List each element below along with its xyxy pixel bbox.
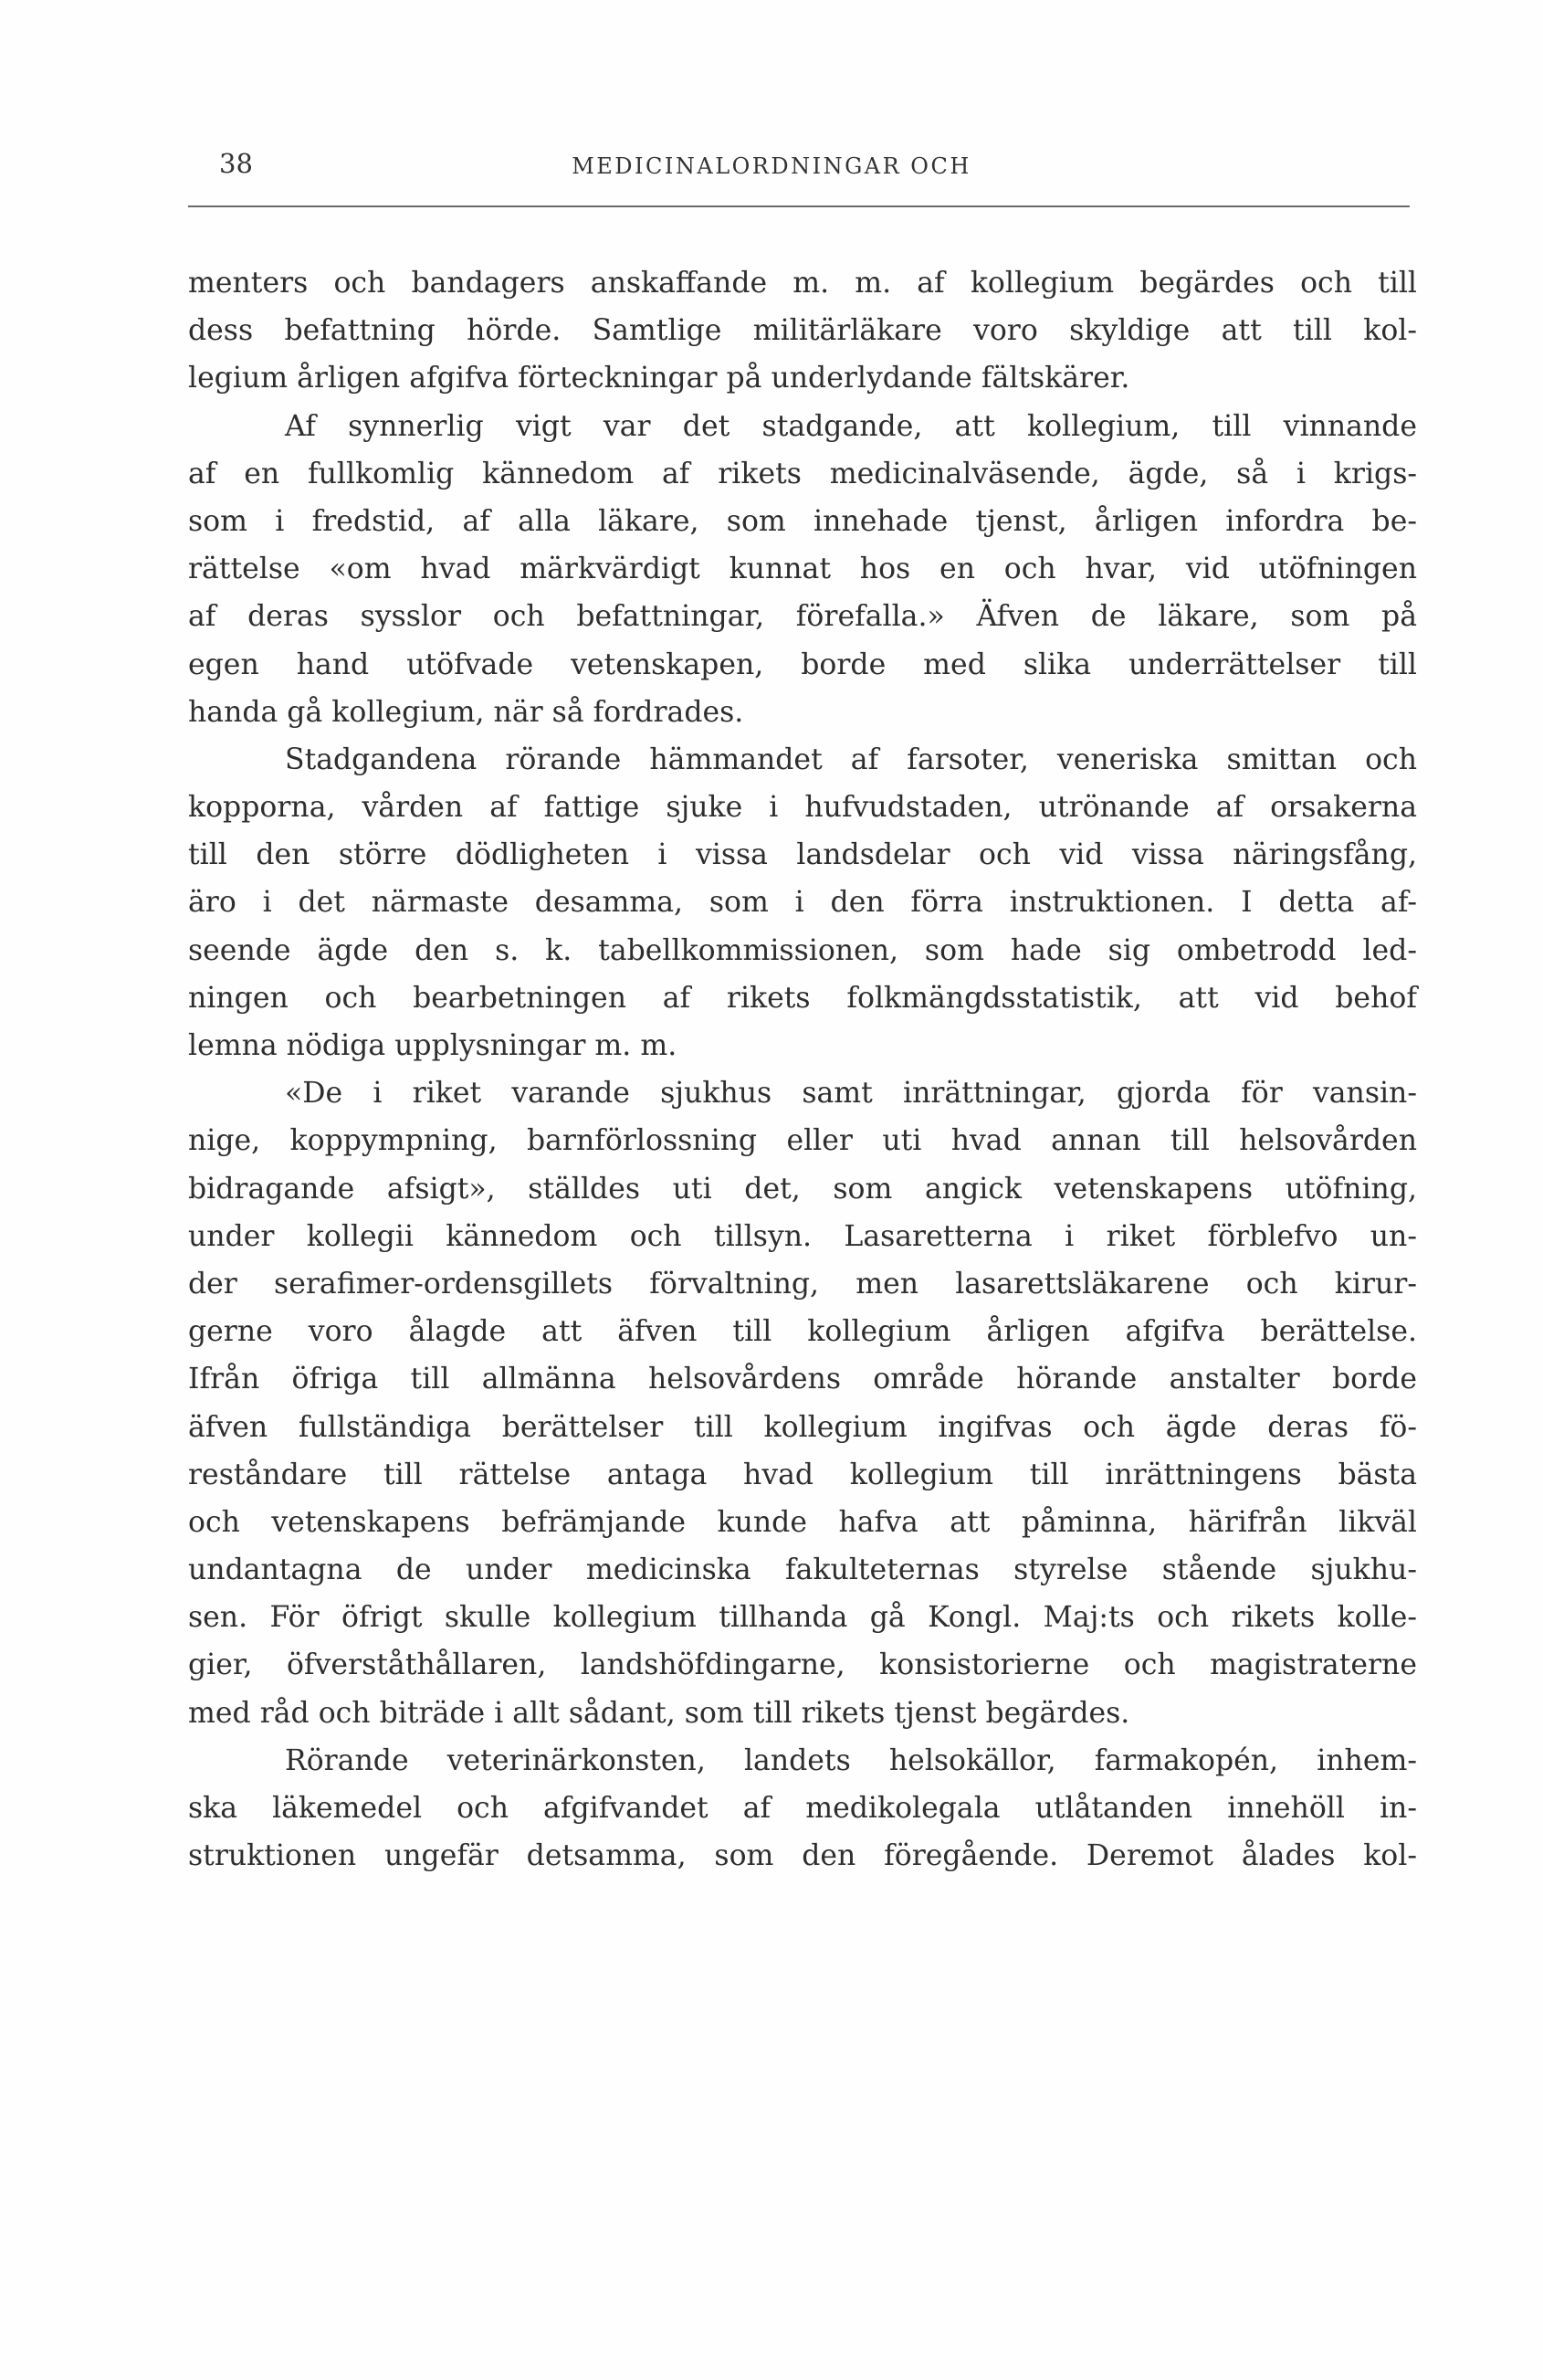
text-line: nige, koppympning, barnförlossning eller uti hvad annan till helsovården bbox=[188, 1124, 1417, 1158]
text-line: reståndare till rättelse antaga hvad kollegium till inrättningens bästa bbox=[188, 1458, 1417, 1491]
text-line: «De i riket varande sjukhus samt inrättningar, gjorda för vansin- bbox=[285, 1077, 1417, 1111]
text-line: Stadgandena rörande hämmandet af farsoter, veneriska smittan och bbox=[285, 742, 1417, 776]
text-line: som i fredstid, af alla läkare, som innehade tjenst, årligen infordra be- bbox=[188, 504, 1417, 538]
text-line: bidragande afsigt», ställdes uti det, som angick vetenskapens utöfning, bbox=[188, 1172, 1417, 1206]
text-line: och vetenskapens befrämjande kunde hafva att påminna, härifrån likväl bbox=[188, 1505, 1417, 1539]
text-line: der serafimer-ordensgillets förvaltning, men lasarettsläkarene och kirur- bbox=[188, 1267, 1417, 1301]
text-line: kopporna, vården af fattige sjuke i hufvudstaden, utrönande af orsakerna bbox=[188, 791, 1417, 825]
text-line: dess befattning hörde. Samtlige militärläkare voro skyldige att till kol- bbox=[188, 314, 1417, 348]
running-title: MEDICINALORDNINGAR OCH bbox=[572, 153, 971, 179]
text-line: äfven fullständiga berättelser till kollegium ingifvas och ägde deras fö- bbox=[188, 1410, 1417, 1444]
text-line: sen. För öfrigt skulle kollegium tillhanda gå Kongl. Maj:ts och rikets kolle- bbox=[188, 1601, 1417, 1635]
text-line: menters och bandagers anskaffande m. m. af kollegium begärdes och till bbox=[188, 267, 1417, 300]
header-rule bbox=[188, 205, 1410, 207]
text-line: struktionen ungefär detsamma, som den föregående. Deremot ålades kol- bbox=[188, 1839, 1417, 1873]
text-line: Ifrån öfriga till allmänna helsovårdens område hörande anstalter borde bbox=[188, 1363, 1417, 1396]
text-line: handa gå kollegium, när så fordrades. bbox=[188, 695, 744, 729]
text-line: Af synnerlig vigt var det stadgande, att kollegium, till vinnande bbox=[285, 409, 1417, 443]
text-line: under kollegii kännedom och tillsyn. Lasaretterna i riket förblefvo un- bbox=[188, 1219, 1417, 1253]
page-number: 38 bbox=[219, 148, 253, 179]
text-line: ska läkemedel och afgifvandet af medikolegala utlåtanden innehöll in- bbox=[188, 1792, 1417, 1825]
text-line: gier, öfverståthållaren, landshöfdingarne, konsistorierne och magistraterne bbox=[188, 1648, 1417, 1682]
text-line: af deras sysslor och befattningar, förefalla.» Äfven de läkare, som på bbox=[188, 600, 1417, 634]
text-line: undantagna de under medicinska fakulteternas styrelse stående sjukhu- bbox=[188, 1553, 1417, 1587]
text-line: af en fullkomlig kännedom af rikets medicinalväsende, ägde, så i krigs- bbox=[188, 457, 1417, 490]
text-line: Rörande veterinärkonsten, landets helsokällor, farmakopén, inhem- bbox=[285, 1743, 1417, 1777]
text-line: rättelse «om hvad märkvärdigt kunnat hos en och hvar, vid utöfningen bbox=[188, 553, 1417, 586]
text-line: seende ägde den s. k. tabellkommissionen, som hade sig ombetrodd led- bbox=[188, 933, 1417, 967]
text-line: egen hand utöfvade vetenskapen, borde med slika underrättelser till bbox=[188, 648, 1417, 681]
text-line: äro i det närmaste desamma, som i den förra instruktionen. I detta af- bbox=[188, 886, 1417, 920]
text-line: lemna nödiga upplysningar m. m. bbox=[188, 1029, 677, 1062]
text-line: gerne voro ålagde att äfven till kollegium årligen afgifva berättelse. bbox=[188, 1315, 1417, 1349]
text-line: med råd och biträde i allt sådant, som till rikets tjenst begärdes. bbox=[188, 1696, 1130, 1730]
body-text bbox=[188, 259, 1417, 1880]
text-line: legium årligen afgifva förteckningar på underlydande fältskärer. bbox=[188, 362, 1130, 395]
text-line: ningen och bearbetningen af rikets folkmängdsstatistik, att vid behof bbox=[188, 981, 1417, 1015]
text-line: till den större dödligheten i vissa landsdelar och vid vissa näringsfång, bbox=[188, 838, 1417, 872]
